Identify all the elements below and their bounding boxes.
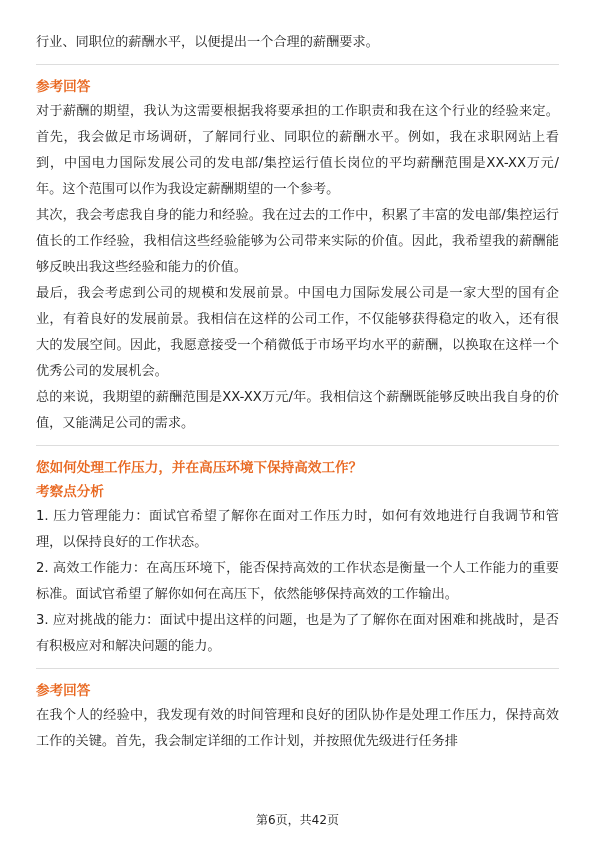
analysis-item-3: 3. 应对挑战的能力：面试中提出这样的问题，也是为了了解你在面对困难和挑战时，是否有积极应对和解决问题的能力。 [36, 613, 559, 654]
answer-paragraph-2: 其次，我会考虑我自身的能力和经验。我在过去的工作中，积累了丰富的发电部/集控运行值长的工作经验，我相信这些经验能够为公司带来实际的价值。因此，我希望我的薪酬能够反映出我这些经验和能力的价值。 [36, 208, 559, 275]
answer-paragraph-5: 在我个人的经验中，我发现有效的时间管理和良好的团队协作是处理工作压力，保持高效工作的关键。首先，我会制定详细的工作计划，并按照优先级进行任务排 [36, 708, 559, 749]
divider [36, 64, 559, 65]
analysis-heading: 考察点分析 [36, 484, 104, 500]
answer-paragraph-1: 对于薪酬的期望，我认为这需要根据我将要承担的工作职责和我在这个行业的经验来定。首先，我会做足市场调研，了解同行业、同职位的薪酬水平。例如，我在求职网站上看到，中国电力国际发展公司的发电部/集控运行值长岗位的平均薪酬范围是XX-XX万元/年。这个范围可以作为我设定薪酬期望的一个参考。 [36, 104, 559, 197]
question-heading: 您如何处理工作压力，并在高压环境下保持高效工作？ [36, 460, 363, 476]
divider [36, 668, 559, 669]
analysis-item-1: 1. 压力管理能力：面试官希望了解你在面对工作压力时，如何有效地进行自我调节和管理，以保持良好的工作状态。 [36, 509, 559, 550]
intro-tail: 行业、同职位的薪酬水平，以便提出一个合理的薪酬要求。 [36, 35, 379, 50]
page-number: 第6页，共42页 [256, 813, 339, 827]
answer-paragraph-4: 总的来说，我期望的薪酬范围是XX-XX万元/年。我相信这个薪酬既能够反映出我自身的价值，又能满足公司的需求。 [36, 390, 559, 431]
answer-paragraph-3: 最后，我会考虑到公司的规模和发展前景。中国电力国际发展公司是一家大型的国有企业，有着良好的发展前景。我相信在这样的公司工作，不仅能够获得稳定的收入，还有很大的发展空间。因此，我愿意接受一个稍微低于市场平均水平的薪酬，以换取在这样一个优秀公司的发展机会。 [36, 286, 559, 379]
divider [36, 445, 559, 446]
document-page [36, 30, 559, 755]
answer-heading-1: 参考回答 [36, 79, 91, 95]
answer-heading-2: 参考回答 [36, 683, 91, 699]
analysis-item-2: 2. 高效工作能力：在高压环境下，能否保持高效的工作状态是衡量一个人工作能力的重要标准。面试官希望了解你如何在高压下，依然能够保持高效的工作输出。 [36, 561, 559, 602]
